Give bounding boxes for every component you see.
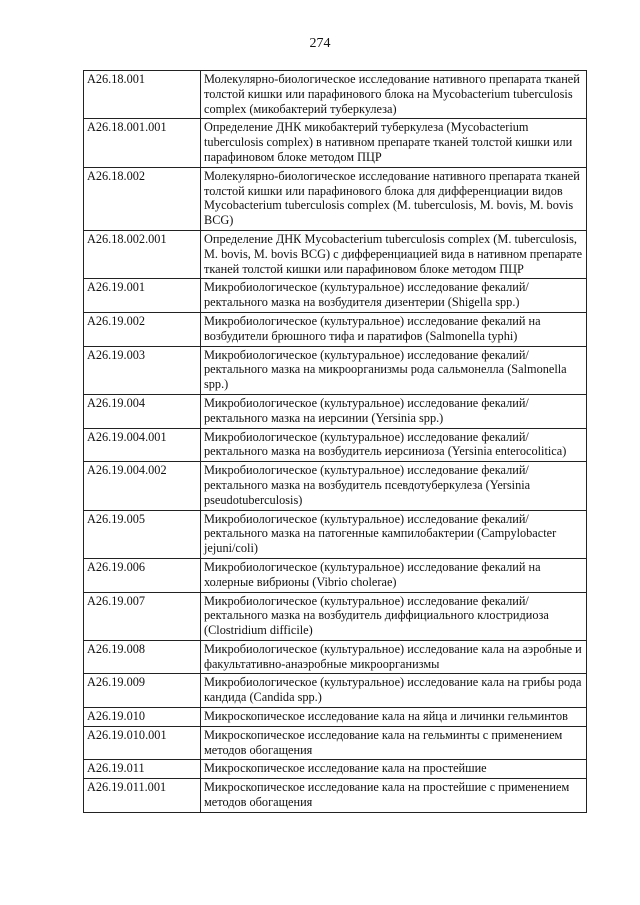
service-description-cell: Микроскопическое исследование кала на простейшие с применением методов обогащения	[201, 779, 587, 813]
table-row	[84, 726, 587, 760]
service-code-cell: A26.19.007	[84, 592, 201, 640]
service-description-cell: Микробиологическое (культуральное) исследование фекалий/ректального мазка на возбудитель иерсиниоза (Yersinia enterocolitica)	[201, 428, 587, 462]
service-code-cell: A26.19.003	[84, 346, 201, 394]
service-description-cell: Микробиологическое (культуральное) исследование кала на аэробные и факультативно-анаэробные микроорганизмы	[201, 640, 587, 674]
service-description-cell: Микробиологическое (культуральное) исследование кала на грибы рода кандида (Candida spp.)	[201, 674, 587, 708]
service-description-cell: Определение ДНК Mycobacterium tuberculosis complex (M. tuberculosis, M. bovis, M. bovis BCG) с дифференциацией вида в нативном препарате тканей толстой кишки или парафиновом блоке методом ПЦР	[201, 230, 587, 278]
table-row	[84, 462, 587, 510]
page-number: 274	[309, 36, 331, 51]
service-code-cell: A26.18.001	[84, 71, 201, 119]
table-row	[84, 71, 587, 119]
table-row	[84, 394, 587, 428]
service-description-cell: Молекулярно-биологическое исследование нативного препарата тканей толстой кишки или парафинового блока для дифференциации видов Mycobacterium tuberculosis complex (M. tuberculosis, M. bovis, M. bovis BCG)	[201, 167, 587, 230]
service-description-cell: Микробиологическое (культуральное) исследование фекалий/ректального мазка на возбудитель диффициального клостридиоза (Clostridium difficile)	[201, 592, 587, 640]
table-row	[84, 510, 587, 558]
service-code-cell: A26.18.002	[84, 167, 201, 230]
service-codes-table	[83, 70, 587, 813]
table-row	[84, 119, 587, 167]
table-row	[84, 279, 587, 313]
table-row	[84, 167, 587, 230]
table-row	[84, 779, 587, 813]
service-code-cell: A26.19.004.001	[84, 428, 201, 462]
service-description-cell: Микроскопическое исследование кала на простейшие	[201, 760, 587, 779]
service-description-cell: Микробиологическое (культуральное) исследование фекалий/ректального мазка на возбудитель псевдотуберкулеза (Yersinia pseudotuberculosis)	[201, 462, 587, 510]
service-code-cell: A26.19.009	[84, 674, 201, 708]
service-description-cell: Микроскопическое исследование кала на яйца и личинки гельминтов	[201, 708, 587, 727]
service-code-cell: A26.19.001	[84, 279, 201, 313]
table-row	[84, 346, 587, 394]
table-row	[84, 708, 587, 727]
service-code-cell: A26.19.010.001	[84, 726, 201, 760]
service-code-cell: A26.19.011	[84, 760, 201, 779]
table-row	[84, 230, 587, 278]
service-codes-table-body	[84, 71, 587, 813]
table-row	[84, 640, 587, 674]
service-code-cell: A26.18.002.001	[84, 230, 201, 278]
service-description-cell: Микробиологическое (культуральное) исследование фекалий/ректального мазка на микроорганизмы рода сальмонелла (Salmonella spp.)	[201, 346, 587, 394]
service-description-cell: Молекулярно-биологическое исследование нативного препарата тканей толстой кишки или парафинового блока на Mycobacterium tuberculosis complex (микобактерий туберкулеза)	[201, 71, 587, 119]
service-code-cell: A26.19.005	[84, 510, 201, 558]
service-description-cell: Микроскопическое исследование кала на гельминты с применением методов обогащения	[201, 726, 587, 760]
service-description-cell: Микробиологическое (культуральное) исследование фекалий/ректального мазка на возбудителя дизентерии (Shigella spp.)	[201, 279, 587, 313]
service-code-cell: A26.18.001.001	[84, 119, 201, 167]
service-code-cell: A26.19.002	[84, 312, 201, 346]
table-row	[84, 592, 587, 640]
service-description-cell: Микробиологическое (культуральное) исследование фекалий/ректального мазка на патогенные кампилобактерии (Campylobacter jejuni/coli)	[201, 510, 587, 558]
service-description-cell: Микробиологическое (культуральное) исследование фекалий на холерные вибрионы (Vibrio cholerae)	[201, 558, 587, 592]
service-code-cell: A26.19.006	[84, 558, 201, 592]
table-row	[84, 312, 587, 346]
service-description-cell: Определение ДНК микобактерий туберкулеза (Mycobacterium tuberculosis complex) в нативном препарате тканей толстой кишки или парафиновом блоке методом ПЦР	[201, 119, 587, 167]
service-description-cell: Микробиологическое (культуральное) исследование фекалий/ректального мазка на иерсинии (Yersinia spp.)	[201, 394, 587, 428]
service-code-cell: A26.19.004.002	[84, 462, 201, 510]
table-row	[84, 760, 587, 779]
table-row	[84, 674, 587, 708]
service-code-cell: A26.19.004	[84, 394, 201, 428]
service-code-cell: A26.19.010	[84, 708, 201, 727]
service-code-cell: A26.19.008	[84, 640, 201, 674]
table-row	[84, 428, 587, 462]
table-row	[84, 558, 587, 592]
service-code-cell: A26.19.011.001	[84, 779, 201, 813]
service-description-cell: Микробиологическое (культуральное) исследование фекалий на возбудители брюшного тифа и паратифов (Salmonella typhi)	[201, 312, 587, 346]
